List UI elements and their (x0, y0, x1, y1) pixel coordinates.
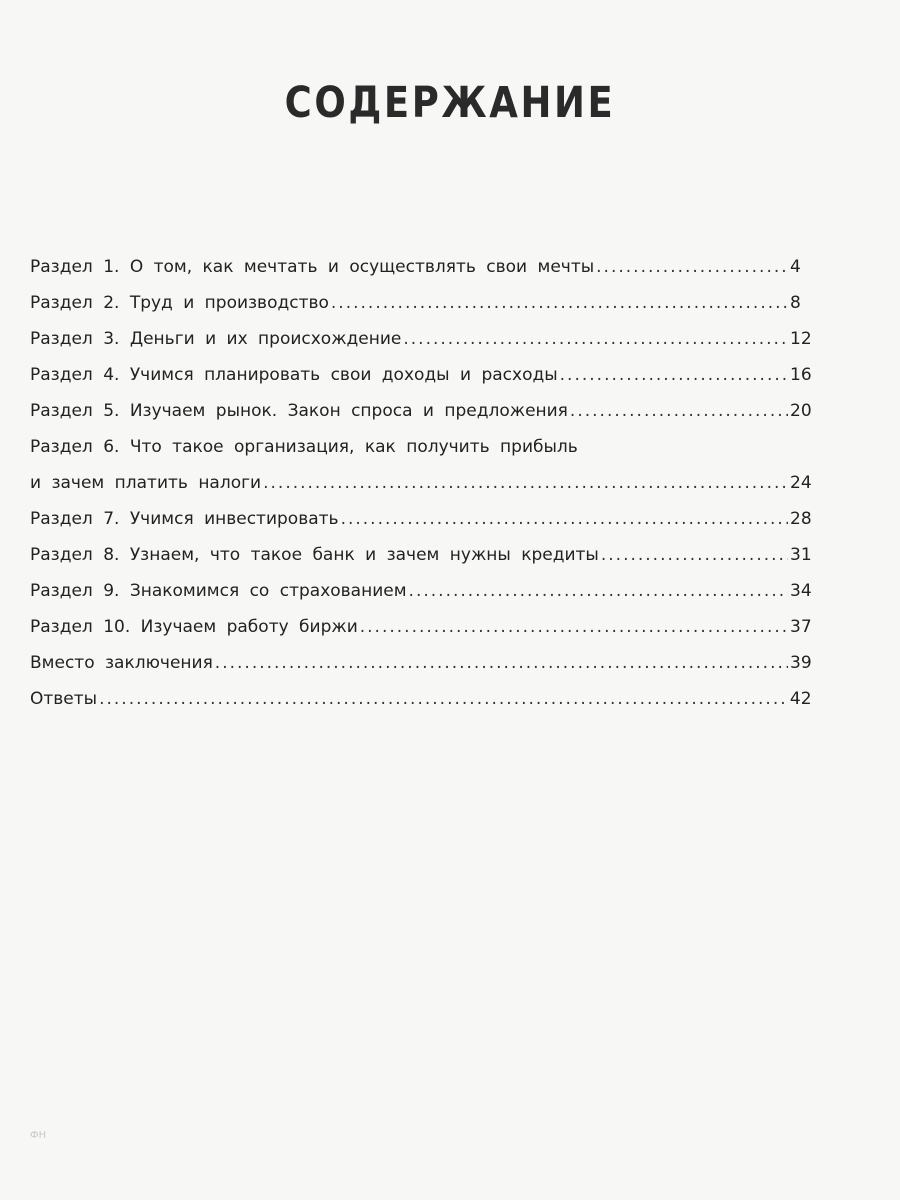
table-of-contents (30, 249, 812, 717)
leader-dots (99, 681, 788, 717)
leader-dots (570, 393, 788, 429)
toc-entry-11 (30, 645, 812, 681)
leader-dots (596, 249, 788, 285)
toc-page-number: 12 (790, 329, 812, 349)
toc-entry-10 (30, 609, 812, 645)
toc-entry-2 (30, 285, 800, 321)
leader-dots (403, 321, 788, 357)
toc-page-number: 39 (790, 653, 812, 673)
toc-entry-text: Раздел 8. Узнаем, что такое банк и зачем нужны кредиты (30, 545, 599, 565)
toc-entry-text-line1: Раздел 6. Что такое организация, как получить прибыль (30, 437, 578, 457)
toc-entry-text: Раздел 1. О том, как мечтать и осуществлять свои мечты (30, 257, 595, 277)
toc-entry-text: Раздел 7. Учимся инвестировать (30, 509, 339, 529)
toc-entry-text: Вместо заключения (30, 653, 213, 673)
leader-dots (360, 609, 788, 645)
toc-entry-12 (30, 681, 812, 717)
toc-entry-text: Раздел 5. Изучаем рынок. Закон спроса и предложения (30, 401, 568, 421)
toc-page-number: 37 (790, 617, 812, 637)
page-title: СОДЕРЖАНИЕ (284, 78, 616, 128)
toc-page-number: 4 (790, 257, 801, 277)
toc-entry-6-line2 (30, 465, 812, 501)
toc-entry-text: Раздел 3. Деньги и их происхождение (30, 329, 402, 349)
leader-dots (341, 501, 788, 537)
toc-entry-4 (30, 357, 812, 393)
toc-page-number: 8 (790, 293, 801, 313)
toc-entry-text: Раздел 10. Изучаем работу биржи (30, 617, 358, 637)
leader-dots (263, 465, 788, 501)
footer-mark: ФН (30, 1130, 47, 1141)
toc-entry-6 (30, 429, 812, 501)
leader-dots (560, 357, 788, 393)
toc-page-number: 16 (790, 365, 812, 385)
toc-page-number: 20 (790, 401, 812, 421)
leader-dots (409, 573, 788, 609)
toc-entry-text: Раздел 4. Учимся планировать свои доходы и расходы (30, 365, 558, 385)
leader-dots (331, 285, 788, 321)
toc-entry-text: Ответы (30, 689, 98, 709)
leader-dots (215, 645, 788, 681)
toc-entry-text: Раздел 9. Знакомимся со страхованием (30, 581, 407, 601)
toc-entry-5 (30, 393, 812, 429)
toc-entry-text: Раздел 2. Труд и производство (30, 293, 329, 313)
leader-dots (601, 537, 788, 573)
toc-entry-text: и зачем платить налоги (30, 473, 262, 493)
toc-page-number: 34 (790, 581, 812, 601)
toc-page-number: 24 (790, 473, 812, 493)
toc-page-number: 28 (790, 509, 812, 529)
toc-entry-9 (30, 573, 812, 609)
toc-entry-8 (30, 537, 812, 573)
toc-page-number: 31 (790, 545, 812, 565)
toc-entry-3 (30, 321, 812, 357)
toc-page-number: 42 (789, 689, 812, 709)
toc-entry-1 (30, 249, 800, 285)
toc-entry-7 (30, 501, 812, 537)
